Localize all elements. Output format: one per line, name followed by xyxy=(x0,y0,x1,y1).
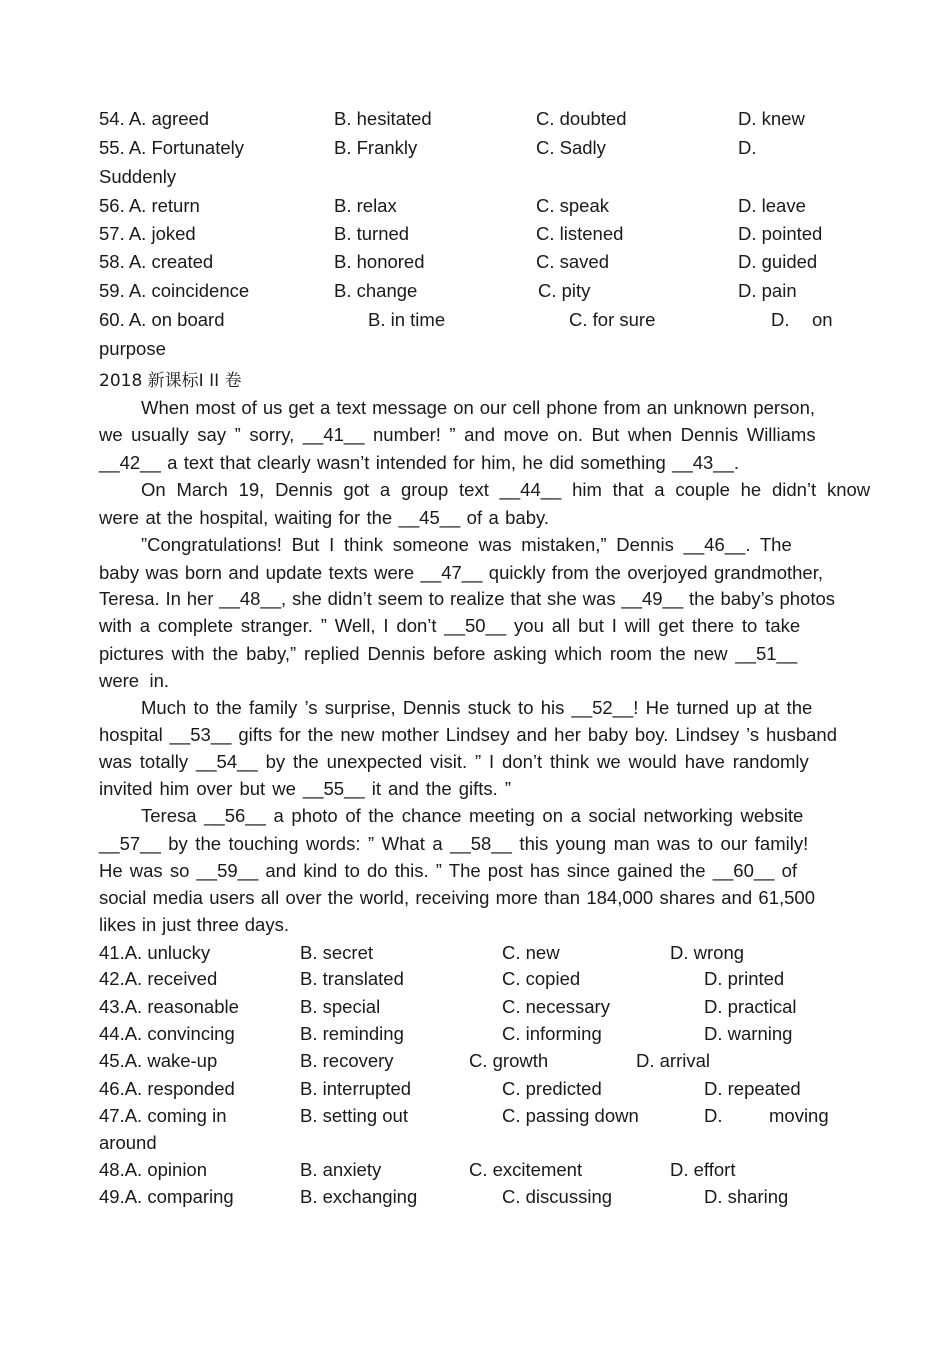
passage-line: ”Congratulations! But I think someone was mistaken,” Dennis __46__. The xyxy=(141,534,792,555)
passage-line: social media users all over the world, receiving more than 184,000 shares and 61,500 xyxy=(99,887,815,908)
option-a: 47.A. coming in xyxy=(99,1105,227,1126)
option-b: B. in time xyxy=(368,309,446,330)
option-d-word: on xyxy=(812,309,833,330)
option-d: D. arrival xyxy=(636,1050,711,1071)
option-row-45 xyxy=(0,1049,950,1073)
passage-line: invited him over but we __55__ it and the gifts. ” xyxy=(99,778,511,799)
passage-line: was totally __54__ by the unexpected visit. ” I don’t think we would have randomly xyxy=(99,751,809,772)
option-row-59 xyxy=(0,279,950,303)
passage-line: __42__ a text that clearly wasn’t intended for him, he did something __43__. xyxy=(99,452,739,473)
option-row-54 xyxy=(0,107,950,131)
passage-line: __57__ by the touching words: ” What a __58__ this young man was to our family! xyxy=(99,833,809,854)
section-heading: 2018 新课标Ⅰ II 卷 xyxy=(99,371,242,391)
option-a: 41.A. unlucky xyxy=(99,942,211,963)
option-row-56 xyxy=(0,194,950,218)
option-row-55 xyxy=(0,136,950,160)
option-d: D. sharing xyxy=(704,1186,789,1207)
option-c: C. Sadly xyxy=(536,137,606,158)
option-row-42 xyxy=(0,967,950,991)
passage-line: with a complete stranger. ” Well, I don’t __50__ you all but I will get there to take xyxy=(99,615,801,636)
option-row-46 xyxy=(0,1077,950,1101)
passage-line: hospital __53__ gifts for the new mother Lindsey and her baby boy. Lindsey ’s husband xyxy=(99,724,837,745)
option-b: B. honored xyxy=(334,251,425,272)
option-c: C. doubted xyxy=(536,108,627,129)
option-c: C. discussing xyxy=(502,1186,613,1207)
passage-line: Much to the family ’s surprise, Dennis stuck to his __52__! He turned up at the xyxy=(141,697,813,718)
option-b: B. hesitated xyxy=(334,108,432,129)
option-row-43 xyxy=(0,995,950,1019)
option-d: D. pain xyxy=(738,280,797,301)
option-c: C. new xyxy=(502,942,560,963)
option-b: B. change xyxy=(334,280,418,301)
option-d: D. leave xyxy=(738,195,806,216)
option-c: C. informing xyxy=(502,1023,602,1044)
option-a: 59. A. coincidence xyxy=(99,280,250,301)
option-b: B. secret xyxy=(300,942,373,963)
option-a: 57. A. joked xyxy=(99,223,196,244)
option-a: 56. A. return xyxy=(99,195,200,216)
option-d: D. printed xyxy=(704,968,785,989)
option-b: B. setting out xyxy=(300,1105,408,1126)
option-row-48 xyxy=(0,1158,950,1182)
option-d: D. xyxy=(704,1105,723,1126)
passage-line: He was so __59__ and kind to do this. ” The post has since gained the __60__ of xyxy=(99,860,798,881)
option-row-47 xyxy=(0,1104,950,1128)
option-d: D. repeated xyxy=(704,1078,801,1099)
passage-line: were in. xyxy=(99,670,169,691)
option-d: D. wrong xyxy=(670,942,745,963)
passage-line: baby was born and update texts were __47__ quickly from the overjoyed grandmother, xyxy=(99,562,823,583)
option-d-continued: Suddenly xyxy=(99,166,177,187)
option-d: D. warning xyxy=(704,1023,793,1044)
option-c: C. copied xyxy=(502,968,581,989)
option-c: C. excitement xyxy=(469,1159,583,1180)
option-row-60 xyxy=(0,308,950,332)
option-a: 45.A. wake-up xyxy=(99,1050,218,1071)
option-c: C. saved xyxy=(536,251,610,272)
option-a: 44.A. convincing xyxy=(99,1023,235,1044)
passage-line: were at the hospital, waiting for the __45__ of a baby. xyxy=(99,507,549,528)
option-d-word: moving xyxy=(769,1105,829,1126)
option-c: C. speak xyxy=(536,195,610,216)
option-c: C. listened xyxy=(536,223,624,244)
option-a: 48.A. opinion xyxy=(99,1159,208,1180)
option-b: B. anxiety xyxy=(300,1159,382,1180)
option-a: 58. A. created xyxy=(99,251,214,272)
option-c: C. growth xyxy=(469,1050,549,1071)
option-a: 55. A. Fortunately xyxy=(99,137,245,158)
option-d: D. xyxy=(771,309,790,330)
option-row-49 xyxy=(0,1185,950,1209)
passage-line: When most of us get a text message on our cell phone from an unknown person, xyxy=(141,397,815,418)
option-d: D. xyxy=(738,137,757,158)
option-c: C. passing down xyxy=(502,1105,639,1126)
option-wrap-47 xyxy=(0,1131,950,1155)
option-b: B. recovery xyxy=(300,1050,394,1071)
option-row-57 xyxy=(0,222,950,246)
option-c: C. for sure xyxy=(569,309,656,330)
option-b: B. Frankly xyxy=(334,137,418,158)
option-c: C. necessary xyxy=(502,996,610,1017)
passage-line: we usually say ” sorry, __41__ number! ” and move on. But when Dennis Williams xyxy=(99,424,816,445)
option-d: D. pointed xyxy=(738,223,823,244)
option-b: B. exchanging xyxy=(300,1186,418,1207)
option-d: D. practical xyxy=(704,996,797,1017)
passage-line: On March 19, Dennis got a group text __44__ him that a couple he didn’t know xyxy=(141,479,871,500)
option-d-continued: purpose xyxy=(99,338,166,359)
option-a: 46.A. responded xyxy=(99,1078,235,1099)
option-a: 60. A. on board xyxy=(99,309,225,330)
option-d: D. effort xyxy=(670,1159,736,1180)
passage-line: likes in just three days. xyxy=(99,914,289,935)
option-wrap-55 xyxy=(0,165,950,189)
option-b: B. translated xyxy=(300,968,404,989)
option-row-41 xyxy=(0,941,950,965)
option-b: B. reminding xyxy=(300,1023,404,1044)
option-wrap-60 xyxy=(0,337,950,361)
option-row-58 xyxy=(0,250,950,274)
option-row-44 xyxy=(0,1022,950,1046)
option-a: 42.A. received xyxy=(99,968,218,989)
option-b: B. relax xyxy=(334,195,397,216)
option-d: D. knew xyxy=(738,108,805,129)
option-a: 54. A. agreed xyxy=(99,108,210,129)
passage-line: Teresa. In her __48__, she didn’t seem to realize that she was __49__ the baby’s photos xyxy=(99,588,835,609)
option-b: B. turned xyxy=(334,223,410,244)
option-c: C. pity xyxy=(538,280,591,301)
option-b: B. interrupted xyxy=(300,1078,412,1099)
option-d-continued: around xyxy=(99,1132,157,1153)
option-a: 49.A. comparing xyxy=(99,1186,234,1207)
passage-line: pictures with the baby,” replied Dennis before asking which room the new __51__ xyxy=(99,643,798,664)
option-d: D. guided xyxy=(738,251,818,272)
option-c: C. predicted xyxy=(502,1078,602,1099)
option-b: B. special xyxy=(300,996,381,1017)
option-a: 43.A. reasonable xyxy=(99,996,239,1017)
passage-line: Teresa __56__ a photo of the chance meeting on a social networking website xyxy=(141,805,804,826)
